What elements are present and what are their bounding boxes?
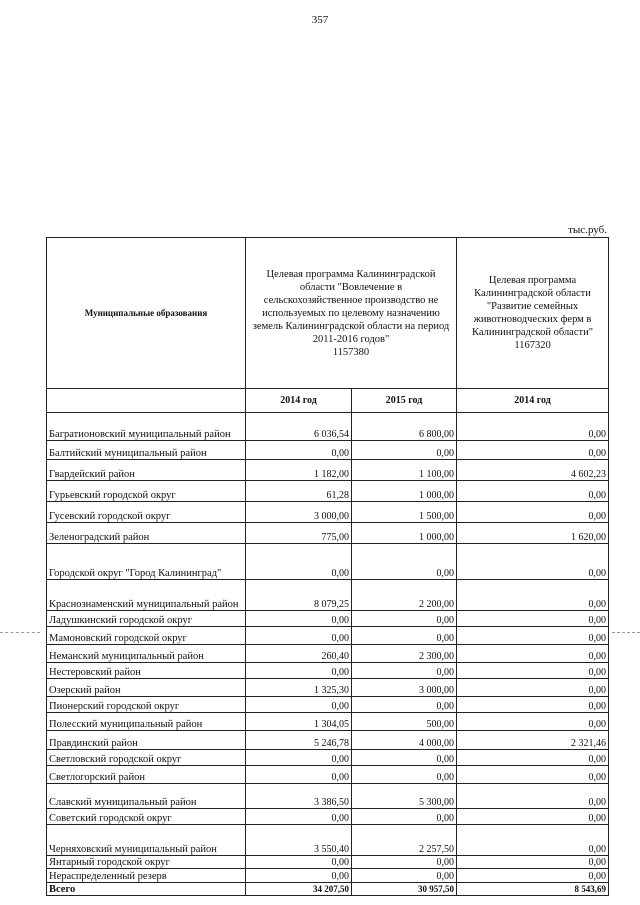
- value-2015-program-1: 1 000,00: [352, 481, 457, 502]
- value-2015-program-1: 0,00: [352, 750, 457, 766]
- value-2015-program-1: 0,00: [352, 544, 457, 580]
- year-header-blank: [47, 389, 246, 413]
- value-2014-program-1: 775,00: [246, 523, 352, 544]
- value-2014-program-1: 0,00: [246, 441, 352, 460]
- total-2015-program-1: 30 957,50: [352, 883, 457, 896]
- municipality-name: Зеленоградский район: [47, 523, 246, 544]
- value-2014-program-1: 0,00: [246, 544, 352, 580]
- value-2014-program-2: 0,00: [457, 713, 609, 731]
- table-row: [47, 713, 609, 731]
- value-2015-program-1: 5 300,00: [352, 784, 457, 809]
- value-2015-program-1: 0,00: [352, 856, 457, 869]
- fold-line-right: [612, 632, 640, 633]
- value-2014-program-1: 0,00: [246, 663, 352, 679]
- table-row: [47, 611, 609, 627]
- table-row: [47, 697, 609, 713]
- value-2014-program-2: 0,00: [457, 697, 609, 713]
- municipality-name: Краснознаменский муниципальный район: [47, 580, 246, 611]
- program-1-code: 1157380: [332, 346, 370, 358]
- municipality-name: Янтарный городской округ: [47, 856, 246, 869]
- value-2014-program-1: 61,28: [246, 481, 352, 502]
- table-row: [47, 809, 609, 825]
- table-row: [47, 825, 609, 856]
- value-2014-program-1: 1 182,00: [246, 460, 352, 481]
- value-2014-program-1: 0,00: [246, 809, 352, 825]
- program-2-code: 1167320: [514, 340, 551, 351]
- value-2014-program-2: 0,00: [457, 645, 609, 663]
- value-2014-program-1: 3 000,00: [246, 502, 352, 523]
- municipality-name: Гурьевский городской округ: [47, 481, 246, 502]
- value-2014-program-1: 8 079,25: [246, 580, 352, 611]
- table-row: [47, 413, 609, 441]
- municipality-name: Светловский городской округ: [47, 750, 246, 766]
- municipality-name: Полесский муниципальный район: [47, 713, 246, 731]
- value-2014-program-2: 0,00: [457, 611, 609, 627]
- value-2014-program-1: 1 304,05: [246, 713, 352, 731]
- value-2015-program-1: 0,00: [352, 611, 457, 627]
- municipality-name: Правдинский район: [47, 731, 246, 750]
- municipality-name: Балтийский муниципальный район: [47, 441, 246, 460]
- value-2014-program-2: 0,00: [457, 784, 609, 809]
- header-program-2: [457, 238, 609, 389]
- header-program-1: [246, 238, 457, 389]
- table-row: [47, 481, 609, 502]
- value-2015-program-1: 0,00: [352, 766, 457, 784]
- value-2014-program-1: 0,00: [246, 611, 352, 627]
- table-row: [47, 766, 609, 784]
- value-2014-program-2: 0,00: [457, 481, 609, 502]
- municipality-name: Нестеровский район: [47, 663, 246, 679]
- value-2014-program-1: 0,00: [246, 697, 352, 713]
- value-2015-program-1: 4 000,00: [352, 731, 457, 750]
- value-2015-program-1: 2 300,00: [352, 645, 457, 663]
- fold-line-left: [0, 632, 40, 633]
- value-2015-program-1: 0,00: [352, 697, 457, 713]
- value-2015-program-1: 0,00: [352, 441, 457, 460]
- municipality-name: Нераспределенный резерв: [47, 869, 246, 883]
- table-row: [47, 731, 609, 750]
- municipality-name: Озерский район: [47, 679, 246, 697]
- value-2014-program-1: 0,00: [246, 856, 352, 869]
- value-2015-program-1: 0,00: [352, 627, 457, 645]
- value-2014-program-2: 0,00: [457, 627, 609, 645]
- table-row: [47, 627, 609, 645]
- table-row: [47, 784, 609, 809]
- page-number: 357: [311, 14, 329, 26]
- value-2015-program-1: 0,00: [352, 663, 457, 679]
- value-2014-program-2: 0,00: [457, 869, 609, 883]
- value-2014-program-2: 0,00: [457, 413, 609, 441]
- value-2015-program-1: 2 200,00: [352, 580, 457, 611]
- value-2014-program-2: 0,00: [457, 809, 609, 825]
- year-header-2: 2015 год: [352, 389, 457, 413]
- table-row: [47, 580, 609, 611]
- value-2014-program-1: 6 036,54: [246, 413, 352, 441]
- municipality-name: Гусевский городской округ: [47, 502, 246, 523]
- table-row: [47, 750, 609, 766]
- table-row: [47, 663, 609, 679]
- value-2014-program-1: 0,00: [246, 869, 352, 883]
- value-2014-program-1: 5 246,78: [246, 731, 352, 750]
- municipality-name: Мамоновский городской округ: [47, 627, 246, 645]
- units-label: тыс.руб.: [568, 224, 607, 236]
- municipality-name: Черняховский муниципальный район: [47, 825, 246, 856]
- value-2014-program-1: 1 325,30: [246, 679, 352, 697]
- value-2015-program-1: 1 100,00: [352, 460, 457, 481]
- municipality-name: Городской округ "Город Калининград": [47, 544, 246, 580]
- table-row: [47, 645, 609, 663]
- value-2014-program-2: 0,00: [457, 679, 609, 697]
- value-2015-program-1: 3 000,00: [352, 679, 457, 697]
- value-2015-program-1: 1 000,00: [352, 523, 457, 544]
- municipality-name: Пионерский городской округ: [47, 697, 246, 713]
- value-2014-program-1: 260,40: [246, 645, 352, 663]
- value-2014-program-2: 0,00: [457, 825, 609, 856]
- value-2015-program-1: 0,00: [352, 809, 457, 825]
- total-2014-program-1: 34 207,50: [246, 883, 352, 896]
- value-2014-program-2: 0,00: [457, 441, 609, 460]
- value-2014-program-2: 0,00: [457, 580, 609, 611]
- table-body: [47, 413, 609, 896]
- value-2014-program-1: 0,00: [246, 766, 352, 784]
- value-2014-program-2: 0,00: [457, 663, 609, 679]
- value-2015-program-1: 500,00: [352, 713, 457, 731]
- municipality-name: Славский муниципальный район: [47, 784, 246, 809]
- total-row: [47, 883, 609, 896]
- value-2014-program-2: 0,00: [457, 544, 609, 580]
- table-row: [47, 544, 609, 580]
- value-2014-program-2: 2 321,46: [457, 731, 609, 750]
- table-row: [47, 679, 609, 697]
- value-2014-program-2: 0,00: [457, 856, 609, 869]
- value-2015-program-1: 1 500,00: [352, 502, 457, 523]
- municipality-name: Гвардейский район: [47, 460, 246, 481]
- municipality-name: Багратионовский муниципальный район: [47, 413, 246, 441]
- program-2-title: Целевая программа Калининградской области "Развитие семейных животноводческих ферм в Калининградской области": [472, 275, 594, 338]
- value-2014-program-2: 1 620,00: [457, 523, 609, 544]
- table-row: [47, 856, 609, 869]
- value-2014-program-1: 0,00: [246, 627, 352, 645]
- table-row: [47, 869, 609, 883]
- table-row: [47, 460, 609, 481]
- allocation-table: [46, 237, 609, 896]
- year-header-3: 2014 год: [457, 389, 609, 413]
- value-2014-program-2: 0,00: [457, 766, 609, 784]
- value-2015-program-1: 0,00: [352, 869, 457, 883]
- value-2014-program-2: 0,00: [457, 750, 609, 766]
- value-2015-program-1: 6 800,00: [352, 413, 457, 441]
- municipality-name: Светлогорский район: [47, 766, 246, 784]
- value-2015-program-1: 2 257,50: [352, 825, 457, 856]
- table-row: [47, 441, 609, 460]
- total-label: Всего: [47, 883, 246, 896]
- program-1-title: Целевая программа Калининградской области "Вовлечение в сельскохозяйственное производство не используемых по целевому назначению земель Калининградской области на период 2011-2016 годов": [252, 268, 450, 345]
- municipality-name: Неманский муниципальный район: [47, 645, 246, 663]
- municipality-name: Советский городской округ: [47, 809, 246, 825]
- value-2014-program-2: 0,00: [457, 502, 609, 523]
- year-header-1: 2014 год: [246, 389, 352, 413]
- value-2014-program-1: 0,00: [246, 750, 352, 766]
- table-row: [47, 523, 609, 544]
- value-2014-program-1: 3 386,50: [246, 784, 352, 809]
- total-2014-program-2: 8 543,69: [457, 883, 609, 896]
- municipality-name: Ладушкинский городской округ: [47, 611, 246, 627]
- table-row: [47, 502, 609, 523]
- header-municipalities: Муниципальные образования: [47, 238, 246, 389]
- value-2014-program-2: 4 602,23: [457, 460, 609, 481]
- value-2014-program-1: 3 550,40: [246, 825, 352, 856]
